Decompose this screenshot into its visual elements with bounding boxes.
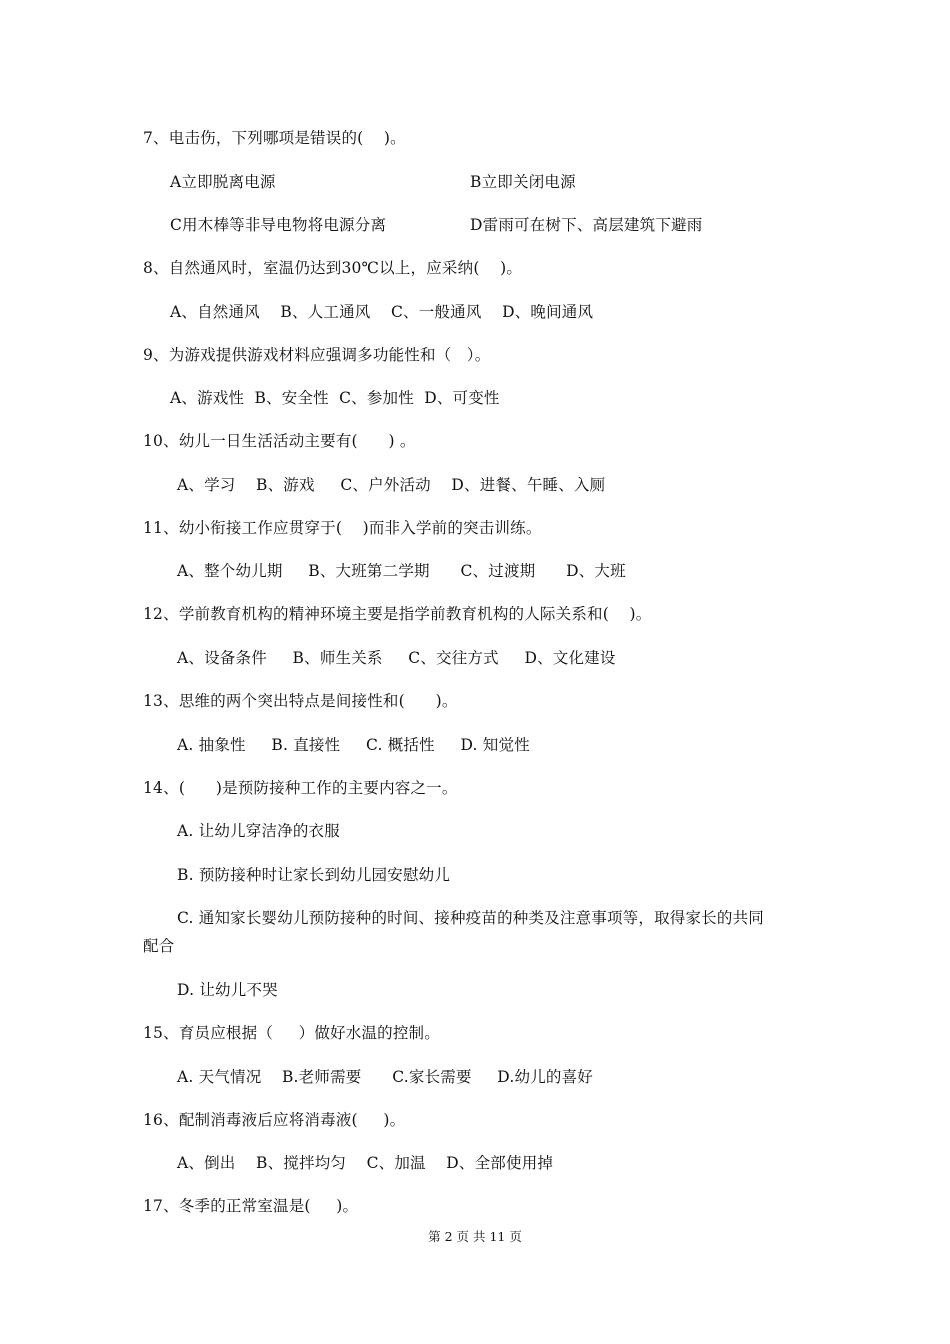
question-11-options: A、整个幼儿期 B、大班第二学期 C、过渡期 D、大班 (177, 562, 626, 580)
question-14-option-c-line2: 配合 (143, 937, 175, 955)
question-8-options: A、自然通风 B、人工通风 C、一般通风 D、晚间通风 (170, 303, 594, 321)
question-10-stem: 10、幼儿一日生活活动主要有( ) 。 (143, 432, 416, 450)
question-15-options: A. 天气情况 B.老师需要 C.家长需要 D.幼儿的喜好 (177, 1068, 594, 1086)
question-14-option-b: B. 预防接种时让家长到幼儿园安慰幼儿 (177, 866, 451, 884)
question-13-stem: 13、思维的两个突出特点是间接性和( )。 (143, 692, 458, 710)
question-7-option-c: C用木棒等非导电物将电源分离 (170, 216, 387, 234)
question-17-stem: 17、冬季的正常室温是( )。 (143, 1197, 359, 1215)
question-16-stem: 16、配制消毒液后应将消毒液( )。 (143, 1111, 406, 1129)
page-number-footer: 第 2 页 共 11 页 (428, 1229, 522, 1244)
question-13-options: A. 抽象性 B. 直接性 C. 概括性 D. 知觉性 (177, 736, 530, 754)
question-12-options: A、设备条件 B、师生关系 C、交往方式 D、文化建设 (177, 649, 616, 667)
question-11-stem: 11、幼小衔接工作应贯穿于( )而非入学前的突击训练。 (143, 519, 542, 537)
question-9-options: A、游戏性 B、安全性 C、参加性 D、可变性 (170, 389, 500, 407)
question-8-stem: 8、自然通风时，室温仍达到30℃以上，应采纳( )。 (143, 259, 523, 277)
question-7-stem: 7、电击伤，下列哪项是错误的( )。 (143, 129, 406, 147)
question-14-option-a: A. 让幼儿穿洁净的衣服 (177, 822, 340, 840)
question-14-option-d: D. 让幼儿不哭 (177, 981, 278, 999)
question-7-option-b: B立即关闭电源 (470, 173, 576, 191)
question-12-stem: 12、学前教育机构的精神环境主要是指学前教育机构的人际关系和( )。 (143, 605, 652, 623)
question-15-stem: 15、育员应根据（ ）做好水温的控制。 (143, 1024, 440, 1042)
question-14-stem: 14、( )是预防接种工作的主要内容之一。 (143, 779, 458, 797)
question-16-options: A、倒出 B、搅拌均匀 C、加温 D、全部使用掉 (177, 1154, 554, 1172)
question-14-option-c-line1: C. 通知家长婴幼儿预防接种的时间、接种疫苗的种类及注意事项等，取得家长的共同 (177, 909, 764, 927)
question-7-option-a: A立即脱离电源 (170, 173, 276, 191)
question-9-stem: 9、为游戏提供游戏材料应强调多功能性和（ ）。 (143, 346, 491, 364)
question-7-option-d: D雷雨可在树下、高层建筑下避雨 (470, 216, 703, 234)
question-10-options: A、学习 B、游戏 C、户外活动 D、进餐、午睡、入厕 (177, 476, 606, 494)
